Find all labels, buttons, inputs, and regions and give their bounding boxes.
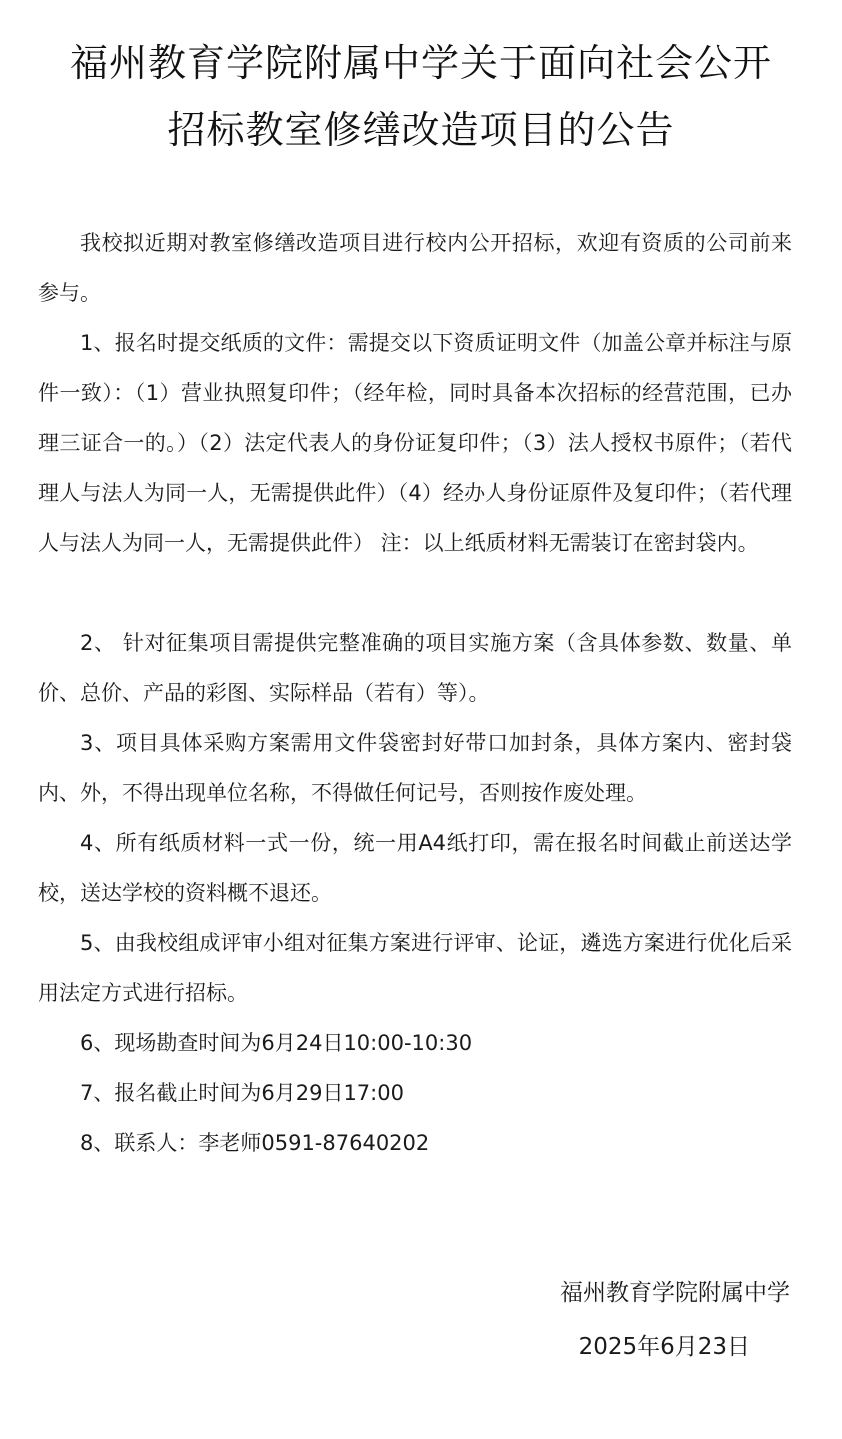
item-7-registration-deadline: 7、报名截止时间为6月29日17:00 — [80, 1081, 404, 1105]
item-1-qualification-documents: 1、报名时提交纸质的文件：需提交以下资质证明文件（加盖公章并标注与原件一致）：（1）营业执照复印件；（经年检，同时具备本次招标的经营范围，已办理三证合一的。）（2）法定代表人的身份证复印件；（3）法人授权书原件；（若代理人与法人为同一人，无需提供此件）（4）经办人身份证原件及复印件；（若代理人与法人为同一人，无需提供此件） 注：以上纸质材料无需装订在密封袋内。 — [38, 331, 792, 555]
item-6-site-visit-time: 6、现场勘查时间为6月24日10:00-10:30 — [80, 1031, 473, 1055]
notice-title-line-2: 招标教室修缮改造项目的公告 — [167, 108, 675, 152]
item-5-evaluation: 5、由我校组成评审小组对征集方案进行评审、论证，遴选方案进行优化后采用法定方式进行招标。 — [38, 931, 792, 1005]
notice-title-line-1: 福州教育学院附属中学关于面向社会公开 — [69, 41, 772, 85]
item-8-contact-person: 8、联系人：李老师0591-87640202 — [80, 1131, 430, 1155]
signature-organization: 福州教育学院附属中学 — [560, 1280, 790, 1306]
item-4-printing-requirements: 4、所有纸质材料一式一份，统一用A4纸打印，需在报名时间截止前送达学校，送达学校的资料概不退还。 — [38, 831, 792, 905]
intro-paragraph: 我校拟近期对教室修缮改造项目进行校内公开招标，欢迎有资质的公司前来参与。 — [38, 231, 792, 305]
item-2-implementation-plan: 2、 针对征集项目需提供完整准确的项目实施方案（含具体参数、数量、单价、总价、产品的彩图、实际样品（若有）等）。 — [38, 631, 792, 705]
signature-date: 2025年6月23日 — [578, 1334, 750, 1360]
item-3-sealing-requirements: 3、项目具体采购方案需用文件袋密封好带口加封条，具体方案内、密封袋内、外，不得出现单位名称，不得做任何记号，否则按作废处理。 — [38, 731, 792, 805]
